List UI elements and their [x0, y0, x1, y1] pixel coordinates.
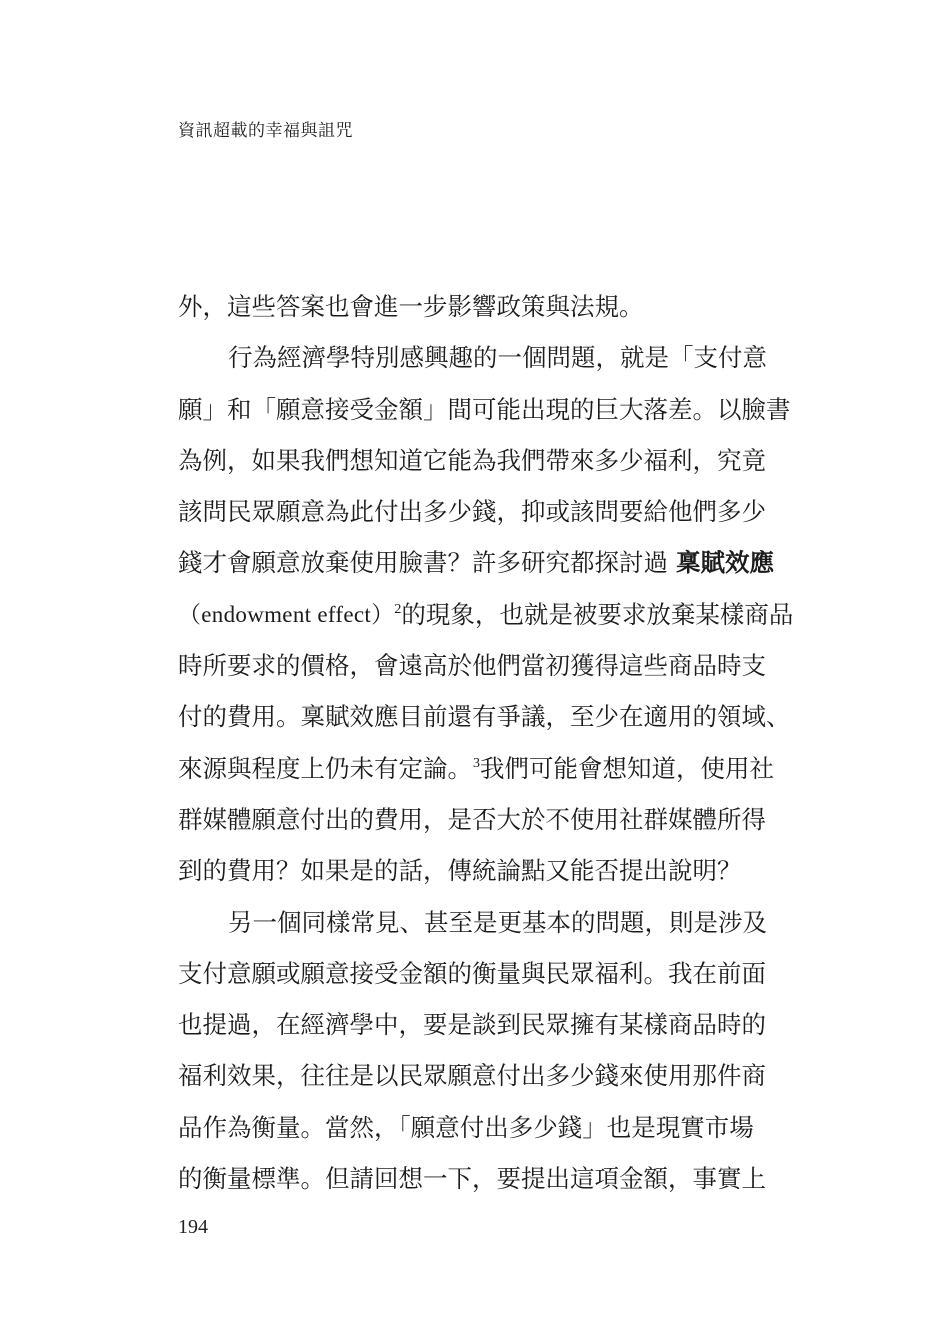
text-line: 行為經濟學特別感興趣的一個問題，就是「支付意 [228, 343, 767, 373]
text-line: 為例，如果我們想知道它能為我們帶來多少福利，究竟 [178, 445, 766, 475]
text-line: 付的費用。稟賦效應目前還有爭議，至少在適用的領域、 [178, 702, 791, 732]
text-line: 錢才會願意放棄使用臉書？許多研究都探討過 稟賦效應 [178, 537, 774, 588]
running-header: 資訊超載的幸福與詛咒 [178, 121, 353, 141]
key-term: 稟賦效應 [676, 548, 774, 578]
text-line: 到的費用？如果是的話，傳統論點又能否提出說明？ [178, 856, 742, 886]
text-line: 也提過，在經濟學中，要是談到民眾擁有某樣商品時的 [178, 1010, 766, 1040]
text-line: 福利效果，往往是以民眾願意付出多少錢來使用那件商 [178, 1061, 766, 1091]
text-line: 願」和「願意接受金額」間可能出現的巨大落差。以臉書 [178, 394, 791, 424]
text-line: 群媒體願意付出的費用，是否大於不使用社群媒體所得 [178, 804, 766, 834]
text-line: 時所要求的價格，會遠高於他們當初獲得這些商品時支 [178, 651, 766, 681]
text-line: 的衡量標準。但請回想一下，要提出這項金額，事實上 [178, 1164, 766, 1194]
text-line: 來源與程度上仍未有定論。 $^3$我們可能會想知道，使用社 [178, 753, 774, 783]
page-number: 194 [178, 1216, 208, 1238]
body-text [178, 281, 794, 1204]
footnote-marker: 3 [473, 755, 480, 771]
text-line: 該問民眾願意為此付出多少錢，抑或該問要給他們多少 [178, 497, 766, 527]
key-term-english: （endowment effect） [178, 601, 395, 627]
text-line: 品作為衡量。當然，「願意付出多少錢」也是現實市場 [178, 1112, 754, 1142]
text-line: 外，這些答案也會進一步影響政策與法規。 [178, 292, 644, 321]
text-line: （endowment effect） $^2$的現象，也就是被要求放棄某樣商品 [178, 589, 774, 640]
footnote-marker: 2 [394, 601, 402, 617]
text-line: 另一個同樣常見、甚至是更基本的問題，則是涉及 [228, 907, 767, 937]
text-line: 支付意願或願意接受金額的衡量與民眾福利。我在前面 [178, 958, 766, 988]
